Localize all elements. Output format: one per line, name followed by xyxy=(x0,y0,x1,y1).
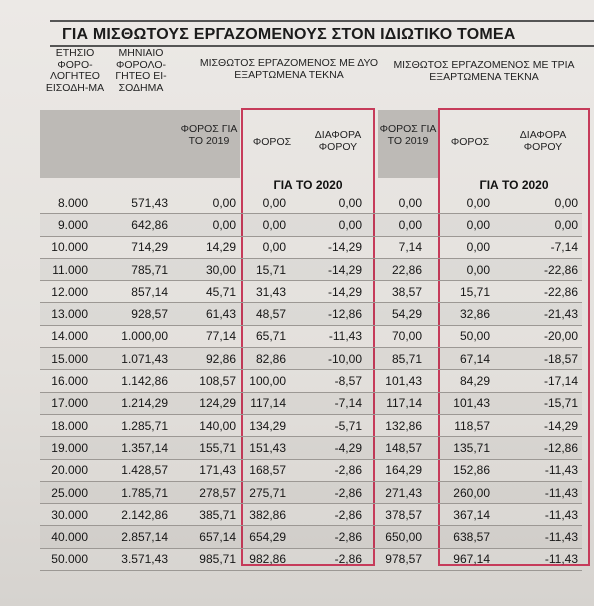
cell-monthly-income: 642,86 xyxy=(92,214,172,236)
cell-tax-2020-three: 32,86 xyxy=(426,303,494,325)
cell-tax-2020-two: 151,43 xyxy=(240,437,290,459)
cell-tax-2019-three: 7,14 xyxy=(366,236,426,258)
cell-tax-2019-three: 650,00 xyxy=(366,526,426,548)
cell-diff-two: -7,14 xyxy=(290,392,366,414)
cell-monthly-income: 2.857,14 xyxy=(92,526,172,548)
cell-diff-two: -14,29 xyxy=(290,258,366,280)
cell-annual-income: 12.000 xyxy=(40,281,92,303)
cell-tax-2020-two: 0,00 xyxy=(240,236,290,258)
cell-diff-two: -11,43 xyxy=(290,325,366,347)
cell-tax-2019-two: 140,00 xyxy=(172,414,240,436)
cell-annual-income: 25.000 xyxy=(40,481,92,503)
cell-tax-2020-two: 382,86 xyxy=(240,504,290,526)
table-row xyxy=(40,414,582,436)
cell-diff-two: -2,86 xyxy=(290,548,366,570)
cell-tax-2020-two: 168,57 xyxy=(240,459,290,481)
cell-diff-three: -17,14 xyxy=(494,370,582,392)
cell-tax-2020-two: 117,14 xyxy=(240,392,290,414)
table-row xyxy=(40,504,582,526)
cell-tax-2019-three: 22,86 xyxy=(366,258,426,280)
cell-diff-three: -22,86 xyxy=(494,281,582,303)
header-tax-difference-b: ΔΙΑΦΟΡΑ ΦΟΡΟΥ xyxy=(519,129,567,153)
cell-tax-2019-three: 271,43 xyxy=(366,481,426,503)
cell-tax-2019-two: 171,43 xyxy=(172,459,240,481)
cell-tax-2019-three: 132,86 xyxy=(366,414,426,436)
cell-monthly-income: 1.142,86 xyxy=(92,370,172,392)
cell-tax-2019-two: 77,14 xyxy=(172,325,240,347)
cell-diff-two: -8,57 xyxy=(290,370,366,392)
cell-diff-three: -14,29 xyxy=(494,414,582,436)
cell-annual-income: 8.000 xyxy=(40,192,92,214)
cell-diff-three: -11,43 xyxy=(494,504,582,526)
table-row xyxy=(40,459,582,481)
cell-tax-2020-three: 101,43 xyxy=(426,392,494,414)
header-tax-difference-a: ΔΙΑΦΟΡΑ ΦΟΡΟΥ xyxy=(314,129,362,153)
cell-tax-2020-three: 50,00 xyxy=(426,325,494,347)
cell-tax-2020-three: 0,00 xyxy=(426,258,494,280)
cell-diff-two: -10,00 xyxy=(290,348,366,370)
cell-tax-2019-three: 148,57 xyxy=(366,437,426,459)
cell-diff-three: -15,71 xyxy=(494,392,582,414)
cell-annual-income: 15.000 xyxy=(40,348,92,370)
cell-tax-2019-three: 378,57 xyxy=(366,504,426,526)
cell-tax-2019-three: 85,71 xyxy=(366,348,426,370)
cell-tax-2020-three: 84,29 xyxy=(426,370,494,392)
table-row xyxy=(40,481,582,503)
cell-annual-income: 18.000 xyxy=(40,414,92,436)
cell-monthly-income: 3.571,43 xyxy=(92,548,172,570)
cell-tax-2020-three: 638,57 xyxy=(426,526,494,548)
header-tax-2019-b: ΦΟΡΟΣ ΓΙΑ ΤΟ 2019 xyxy=(379,123,437,147)
cell-tax-2020-three: 260,00 xyxy=(426,481,494,503)
cell-tax-2020-three: 118,57 xyxy=(426,414,494,436)
cell-tax-2019-three: 38,57 xyxy=(366,281,426,303)
cell-diff-three: -11,43 xyxy=(494,481,582,503)
header-tax-a: ΦΟΡΟΣ xyxy=(252,136,292,148)
cell-tax-2019-three: 0,00 xyxy=(366,192,426,214)
tax-table xyxy=(40,192,582,571)
cell-annual-income: 14.000 xyxy=(40,325,92,347)
cell-diff-two: -14,29 xyxy=(290,236,366,258)
cell-tax-2020-two: 48,57 xyxy=(240,303,290,325)
cell-tax-2019-three: 164,29 xyxy=(366,459,426,481)
cell-tax-2019-two: 985,71 xyxy=(172,548,240,570)
table-row xyxy=(40,348,582,370)
cell-tax-2020-two: 0,00 xyxy=(240,214,290,236)
cell-annual-income: 20.000 xyxy=(40,459,92,481)
cell-tax-2019-two: 124,29 xyxy=(172,392,240,414)
cell-tax-2020-three: 135,71 xyxy=(426,437,494,459)
cell-tax-2019-two: 385,71 xyxy=(172,504,240,526)
cell-monthly-income: 1.285,71 xyxy=(92,414,172,436)
cell-monthly-income: 857,14 xyxy=(92,281,172,303)
cell-tax-2020-three: 367,14 xyxy=(426,504,494,526)
cell-monthly-income: 714,29 xyxy=(92,236,172,258)
cell-monthly-income: 2.142,86 xyxy=(92,504,172,526)
cell-diff-two: -2,86 xyxy=(290,459,366,481)
cell-diff-three: -20,00 xyxy=(494,325,582,347)
cell-annual-income: 11.000 xyxy=(40,258,92,280)
cell-tax-2020-two: 31,43 xyxy=(240,281,290,303)
table-row xyxy=(40,370,582,392)
cell-diff-two: -14,29 xyxy=(290,281,366,303)
cell-diff-three: -11,43 xyxy=(494,526,582,548)
top-rule xyxy=(50,20,594,22)
table-row xyxy=(40,303,582,325)
cell-diff-two: 0,00 xyxy=(290,192,366,214)
cell-monthly-income: 571,43 xyxy=(92,192,172,214)
cell-diff-three: -11,43 xyxy=(494,459,582,481)
cell-tax-2019-two: 45,71 xyxy=(172,281,240,303)
cell-annual-income: 16.000 xyxy=(40,370,92,392)
cell-annual-income: 50.000 xyxy=(40,548,92,570)
cell-diff-two: -2,86 xyxy=(290,526,366,548)
cell-tax-2019-two: 92,86 xyxy=(172,348,240,370)
cell-annual-income: 30.000 xyxy=(40,504,92,526)
cell-monthly-income: 1.071,43 xyxy=(92,348,172,370)
cell-tax-2019-two: 278,57 xyxy=(172,481,240,503)
cell-diff-two: -2,86 xyxy=(290,481,366,503)
cell-tax-2019-two: 30,00 xyxy=(172,258,240,280)
cell-tax-2020-three: 152,86 xyxy=(426,459,494,481)
cell-diff-three: 0,00 xyxy=(494,192,582,214)
header-tax-2019-a: ΦΟΡΟΣ ΓΙΑ ΤΟ 2019 xyxy=(180,123,238,147)
cell-tax-2019-three: 101,43 xyxy=(366,370,426,392)
cell-tax-2020-two: 0,00 xyxy=(240,192,290,214)
cell-monthly-income: 1.428,57 xyxy=(92,459,172,481)
cell-diff-two: -2,86 xyxy=(290,504,366,526)
header-two-children: ΜΙΣΘΩΤΟΣ ΕΡΓΑΖΟΜΕΝΟΣ ΜΕ ΔΥΟ ΕΞΑΡΤΩΜΕΝΑ ΤΕΚΝΑ xyxy=(199,57,379,81)
cell-tax-2020-two: 654,29 xyxy=(240,526,290,548)
cell-tax-2019-two: 14,29 xyxy=(172,236,240,258)
cell-monthly-income: 928,57 xyxy=(92,303,172,325)
cell-tax-2020-two: 100,00 xyxy=(240,370,290,392)
cell-monthly-income: 1.785,71 xyxy=(92,481,172,503)
cell-tax-2020-three: 67,14 xyxy=(426,348,494,370)
cell-monthly-income: 1.214,29 xyxy=(92,392,172,414)
cell-annual-income: 17.000 xyxy=(40,392,92,414)
cell-tax-2020-three: 967,14 xyxy=(426,548,494,570)
table-row xyxy=(40,437,582,459)
cell-diff-three: -18,57 xyxy=(494,348,582,370)
cell-tax-2019-two: 0,00 xyxy=(172,214,240,236)
table-row xyxy=(40,548,582,570)
cell-monthly-income: 1.000,00 xyxy=(92,325,172,347)
cell-tax-2019-two: 61,43 xyxy=(172,303,240,325)
cell-tax-2019-three: 117,14 xyxy=(366,392,426,414)
cell-diff-three: -22,86 xyxy=(494,258,582,280)
cell-tax-2019-three: 70,00 xyxy=(366,325,426,347)
header-three-children: ΜΙΣΘΩΤΟΣ ΕΡΓΑΖΟΜΕΝΟΣ ΜΕ ΤΡΙΑ ΕΞΑΡΤΩΜΕΝΑ ΤΕΚΝΑ xyxy=(393,59,575,83)
cell-diff-two: 0,00 xyxy=(290,214,366,236)
table-row xyxy=(40,236,582,258)
header-monthly-income: ΜΗΝΙΑΙΟ ΦΟΡΟΛΟ-ΓΗΤΕΟ ΕΙ-ΣΟΔΗΜΑ xyxy=(115,47,167,94)
cell-monthly-income: 1.357,14 xyxy=(92,437,172,459)
table-row xyxy=(40,392,582,414)
cell-tax-2019-three: 54,29 xyxy=(366,303,426,325)
header-annual-income: ΕΤΗΣΙΟ ΦΟΡΟ-ΛΟΓΗΤΕΟ ΕΙΣΟΔΗ-ΜΑ xyxy=(45,47,105,94)
table-row xyxy=(40,325,582,347)
cell-annual-income: 9.000 xyxy=(40,214,92,236)
cell-tax-2020-three: 0,00 xyxy=(426,192,494,214)
subheader-2020-a: ΓΙΑ ΤΟ 2020 xyxy=(273,178,343,192)
table-row xyxy=(40,526,582,548)
cell-monthly-income: 785,71 xyxy=(92,258,172,280)
table-row xyxy=(40,214,582,236)
cell-tax-2020-three: 15,71 xyxy=(426,281,494,303)
table-title: ΓΙΑ ΜΙΣΘΩΤΟΥΣ ΕΡΓΑΖΟΜΕΝΟΥΣ ΣΤΟΝ ΙΔΙΩΤΙΚΟ ΤΟΜΕΑ xyxy=(62,26,516,43)
cell-annual-income: 10.000 xyxy=(40,236,92,258)
cell-tax-2019-three: 978,57 xyxy=(366,548,426,570)
cell-tax-2020-two: 275,71 xyxy=(240,481,290,503)
cell-diff-three: 0,00 xyxy=(494,214,582,236)
cell-tax-2019-three: 0,00 xyxy=(366,214,426,236)
cell-annual-income: 40.000 xyxy=(40,526,92,548)
cell-tax-2019-two: 0,00 xyxy=(172,192,240,214)
cell-tax-2019-two: 108,57 xyxy=(172,370,240,392)
cell-tax-2019-two: 155,71 xyxy=(172,437,240,459)
cell-tax-2020-two: 134,29 xyxy=(240,414,290,436)
cell-tax-2020-three: 0,00 xyxy=(426,236,494,258)
table-row xyxy=(40,258,582,280)
table-row xyxy=(40,192,582,214)
subheader-2020-b: ΓΙΑ ΤΟ 2020 xyxy=(479,178,549,192)
cell-diff-two: -12,86 xyxy=(290,303,366,325)
cell-diff-two: -4,29 xyxy=(290,437,366,459)
cell-tax-2020-two: 65,71 xyxy=(240,325,290,347)
cell-diff-three: -12,86 xyxy=(494,437,582,459)
tax-table-body xyxy=(40,192,582,571)
cell-annual-income: 13.000 xyxy=(40,303,92,325)
cell-tax-2020-two: 982,86 xyxy=(240,548,290,570)
cell-diff-two: -5,71 xyxy=(290,414,366,436)
cell-diff-three: -11,43 xyxy=(494,548,582,570)
table-row xyxy=(40,281,582,303)
cell-tax-2020-two: 82,86 xyxy=(240,348,290,370)
cell-diff-three: -21,43 xyxy=(494,303,582,325)
cell-tax-2020-two: 15,71 xyxy=(240,258,290,280)
cell-annual-income: 19.000 xyxy=(40,437,92,459)
cell-diff-three: -7,14 xyxy=(494,236,582,258)
cell-tax-2020-three: 0,00 xyxy=(426,214,494,236)
cell-tax-2019-two: 657,14 xyxy=(172,526,240,548)
header-tax-b: ΦΟΡΟΣ xyxy=(450,136,490,148)
